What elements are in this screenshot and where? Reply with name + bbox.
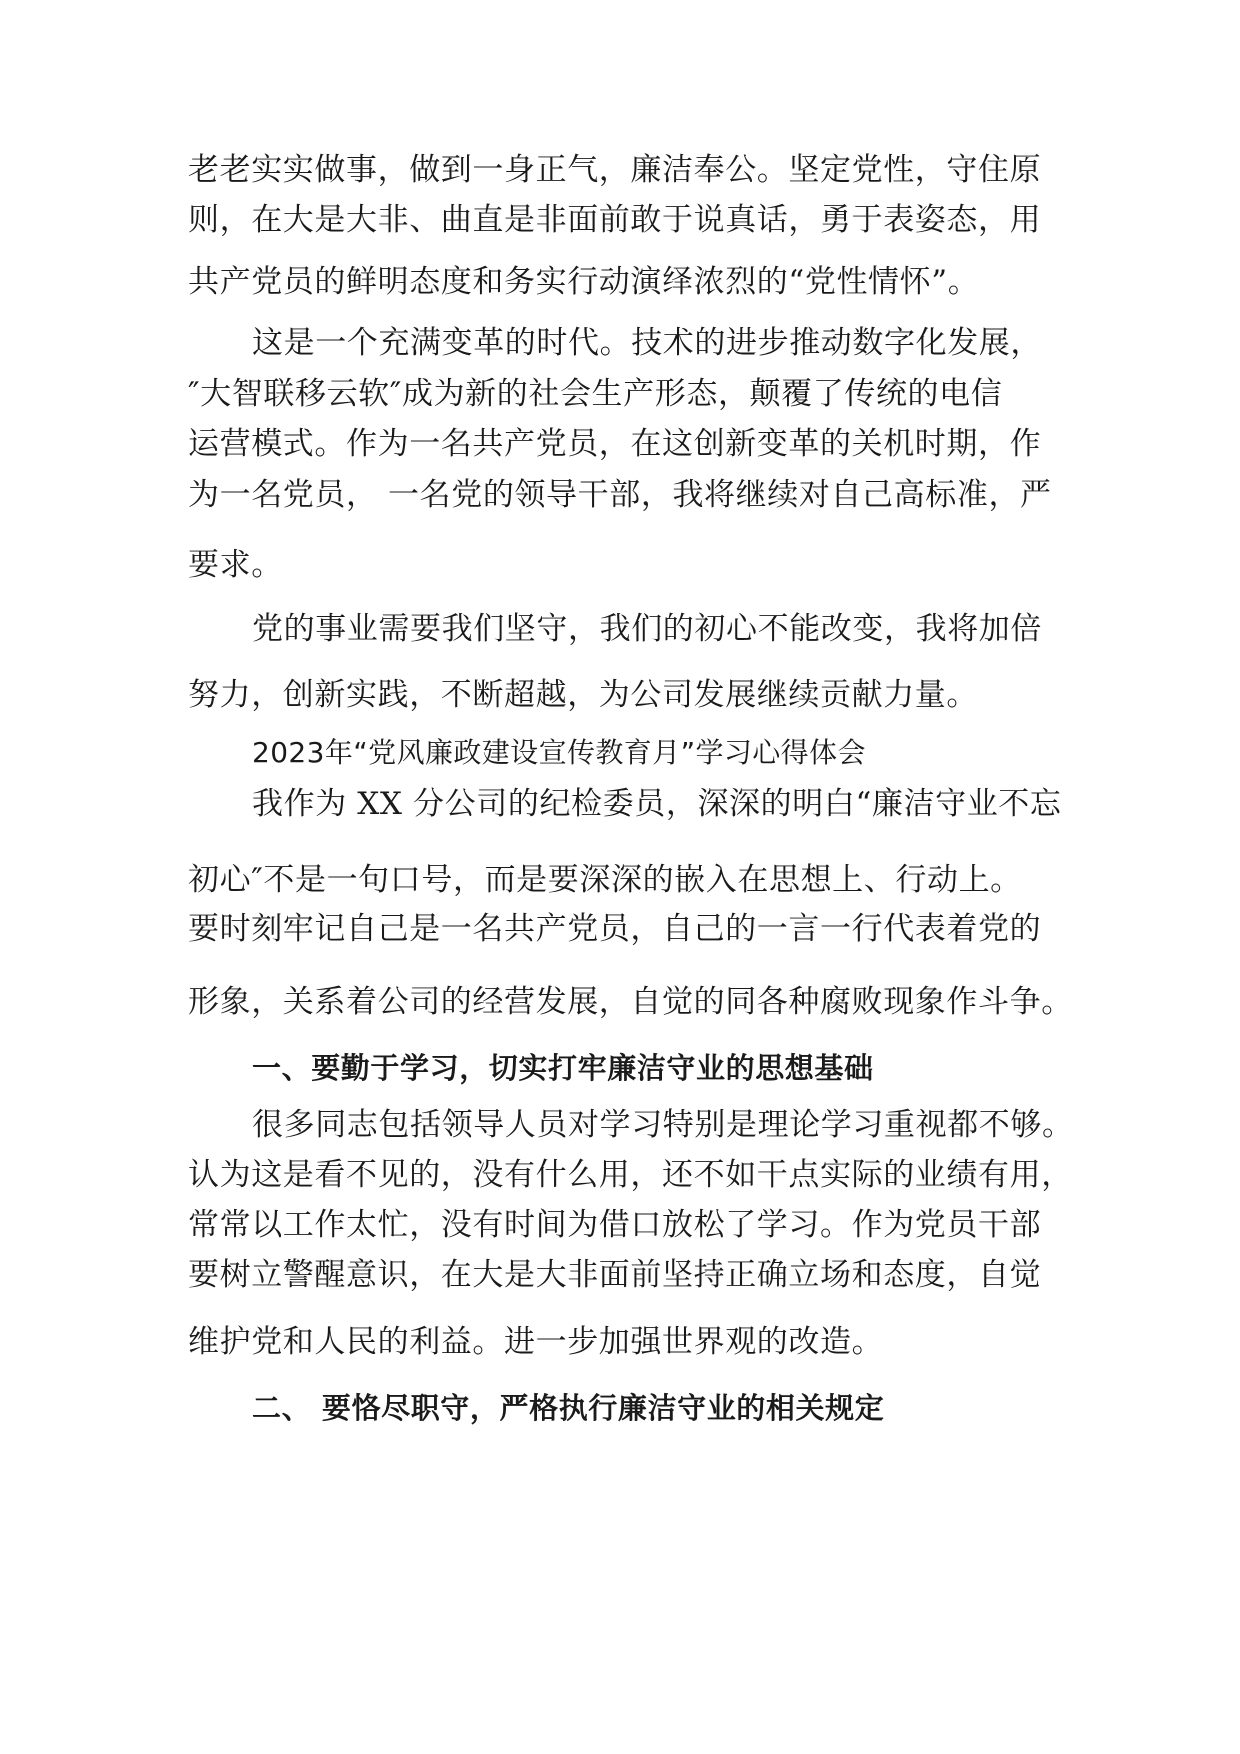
text-line: 为一名党员， 一名党的领导干部，我将继续对自己高标准，严 xyxy=(188,477,1052,513)
text-line: 老老实实做事，做到一身正气，廉洁奉公。坚定党性，守住原 xyxy=(188,152,1042,188)
text-line: 要时刻牢记自己是一名共产党员，自己的一言一行代表着党的 xyxy=(188,911,1042,947)
text-line: 努力，创新实践，不断超越，为公司发展继续贡献力量。 xyxy=(188,677,978,713)
text-line: ″大智联移云软″成为新的社会生产形态，颠覆了传统的电信 xyxy=(188,376,1003,412)
text-line: 运营模式。作为一名共产党员，在这创新变革的关机时期，作 xyxy=(188,426,1042,462)
text-line: 则，在大是大非、曲直是非面前敢于说真话，勇于表姿态，用 xyxy=(188,202,1042,238)
text-line: 要树立警醒意识，在大是大非面前坚持正确立场和态度，自觉 xyxy=(188,1257,1042,1293)
text-line: 形象，关系着公司的经营发展，自觉的同各种腐败现象作斗争。 xyxy=(188,984,1073,1020)
section-heading: 二、 要恪尽职守，严格执行廉洁守业的相关规定 xyxy=(252,1391,885,1425)
text-line: 很多同志包括领导人员对学习特别是理论学习重视都不够。 xyxy=(252,1107,1074,1143)
text-line: 常常以工作太忙，没有时间为借口放松了学习。作为党员干部 xyxy=(188,1207,1042,1243)
section-title: 2023年“党风廉政建设宣传教育月”学习心得体会 xyxy=(252,736,866,769)
text-line: 党的事业需要我们坚守，我们的初心不能改变，我将加倍 xyxy=(252,611,1042,647)
section-heading: 一、要勤于学习，切实打牢廉洁守业的思想基础 xyxy=(252,1051,874,1085)
text-line: 维护党和人民的利益。进一步加强世界观的改造。 xyxy=(188,1324,884,1360)
text-line: 要求。 xyxy=(188,547,283,583)
text-line: 初心″不是一句口号，而是要深深的嵌入在思想上、行动上。 xyxy=(188,862,1022,898)
text-line: 我作为 XX 分公司的纪检委员，深深的明白“廉洁守业不忘 xyxy=(252,786,1062,822)
text-line: 这是一个充满变革的时代。技术的进步推动数字化发展， xyxy=(252,325,1042,361)
text-line: 认为这是看不见的，没有什么用，还不如干点实际的业绩有用， xyxy=(188,1157,1073,1193)
text-line: 共产党员的鲜明态度和务实行动演绎浓烈的“党性情怀”。 xyxy=(188,264,980,300)
